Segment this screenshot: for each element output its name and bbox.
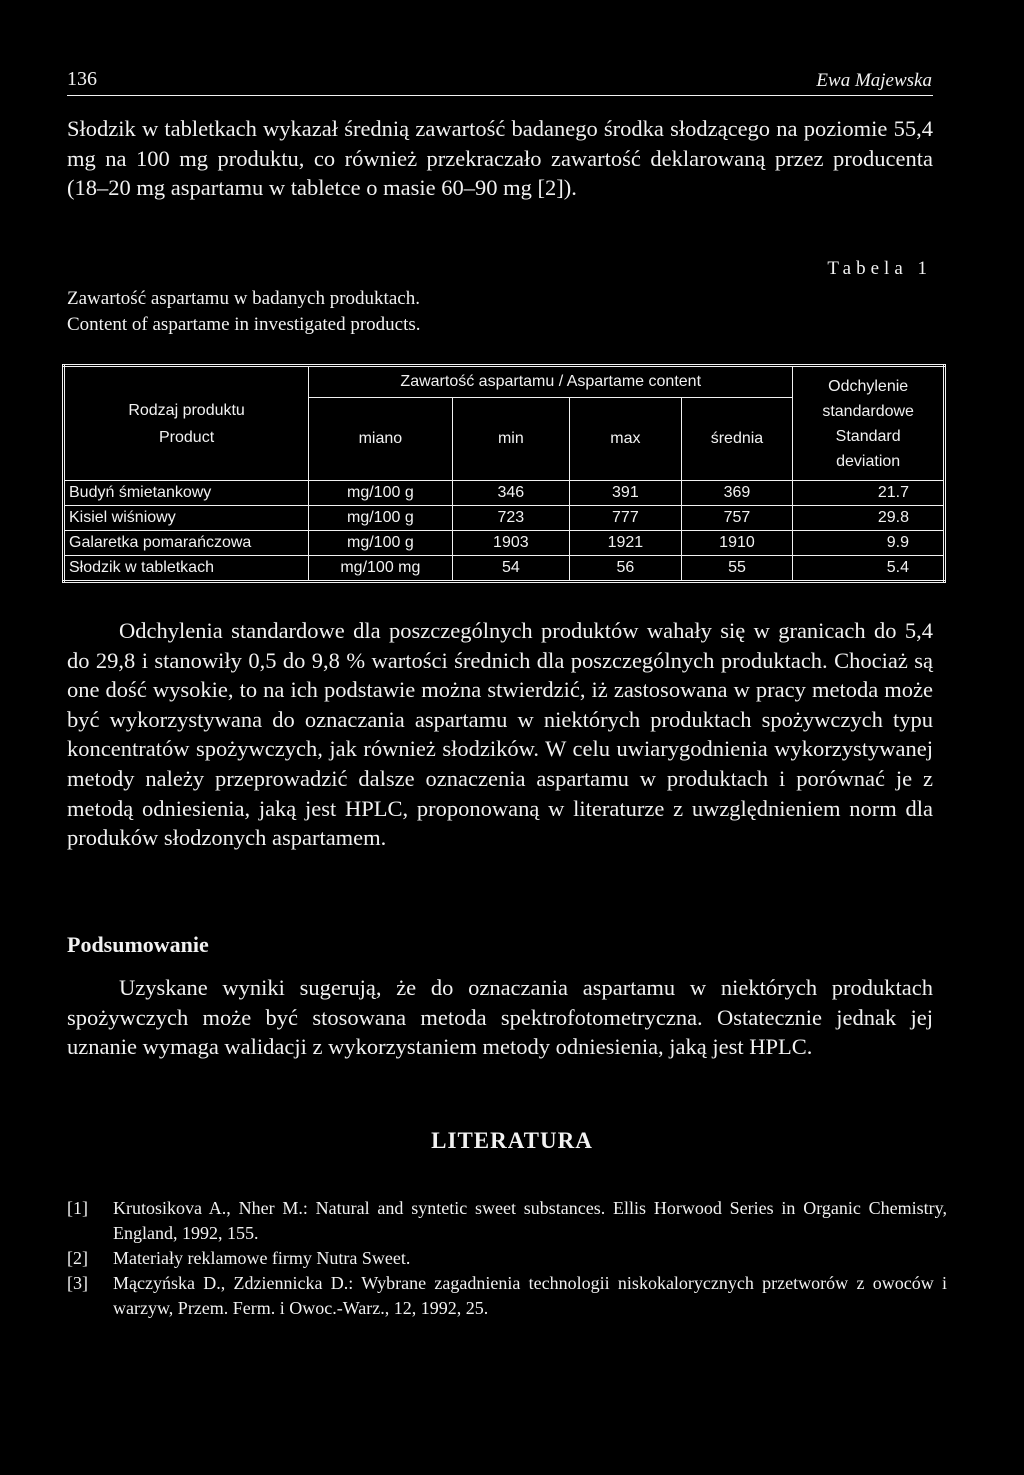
- table-row: [64, 481, 945, 506]
- row-sd: 21.7: [793, 481, 945, 506]
- reference-text: Krutosikova A., Nher M.: Natural and syntetic sweet substances. Ellis Horwood Series in Organic Chemistry, England, 1992, 155.: [113, 1198, 947, 1243]
- row-unit: mg/100 g: [309, 531, 452, 556]
- row-mean: 55: [681, 556, 793, 582]
- table-row: [64, 506, 945, 531]
- header-max: max: [570, 398, 682, 481]
- header-content: Zawartość aspartamu / Aspartame content: [309, 366, 793, 398]
- header-unit: miano: [309, 398, 452, 481]
- reference-number: [2]: [67, 1248, 88, 1268]
- header-min: min: [452, 398, 570, 481]
- header-sd-line2: standardowe: [822, 402, 914, 420]
- row-mean: 369: [681, 481, 793, 506]
- row-min: 54: [452, 556, 570, 582]
- running-head-author: Ewa Majewska: [816, 70, 932, 91]
- table-label: Tabela 1: [827, 258, 932, 279]
- row-mean: 1910: [681, 531, 793, 556]
- row-product: Galaretka pomarańczowa: [64, 531, 309, 556]
- row-unit: mg/100 mg: [309, 556, 452, 582]
- row-max: 777: [570, 506, 682, 531]
- literature-heading: LITERATURA: [431, 1128, 593, 1153]
- reference-item: [67, 1271, 947, 1321]
- row-sd: 5.4: [793, 556, 945, 582]
- paragraph-summary: Uzyskane wyniki sugerują, że do oznaczania aspartamu w niektórych produktach spożywczych może być stosowana metoda spektrofotometryczna. Ostatecznie jednak jej uznanie wymaga walidacji z wykorzystaniem metody odniesienia, jaką jest HPLC.: [67, 975, 933, 1060]
- header-product-en: Product: [159, 428, 215, 446]
- row-sd: 9.9: [793, 531, 945, 556]
- header-product: [64, 366, 309, 481]
- reference-list: [67, 1196, 947, 1321]
- row-unit: mg/100 g: [309, 481, 452, 506]
- row-max: 56: [570, 556, 682, 582]
- row-sd: 29.8: [793, 506, 945, 531]
- paragraph-intro: Słodzik w tabletkach wykazał średnią zawartość badanego środka słodzącego na poziomie 55,4 mg na 100 mg produktu, co również przekraczało zawartość deklarowaną przez producenta (18–20 mg aspartamu w tabletce o masie 60–90 mg [2]).: [67, 116, 933, 201]
- reference-item: [67, 1196, 947, 1246]
- table-caption-en: Content of aspartame in investigated products.: [67, 314, 421, 335]
- section-heading-summary: Podsumowanie: [67, 932, 209, 957]
- paragraph-discussion: Odchylenia standardowe dla poszczególnych produktów wahały się w granicach do 5,4 do 29,8 i stanowiły 0,5 do 9,8 % wartości średnich dla poszczególnych produktach. Chociaż są one dość wysokie, to na ich podstawie można stwierdzić, iż zastosowana w pracy metoda może być wykorzystywana do oznaczania aspartamu w niektórych produktach spożywczych typu koncentratów spożywczych, jak również słodzików. W celu uwiarygodnienia wykorzystywanej metody należy przeprowadzić dalsze oznaczenia aspartamu w produktach i porównać je z metodą odniesienia, jaką jest HPLC, proponowaną w literaturze z uwzględnieniem norm dla produków słodzonych aspartamem.: [67, 618, 933, 851]
- row-min: 1903: [452, 531, 570, 556]
- reference-number: [1]: [67, 1198, 88, 1218]
- reference-text: Materiały reklamowe firmy Nutra Sweet.: [113, 1248, 411, 1268]
- header-sd: [793, 366, 945, 481]
- header-sd-line4: deviation: [836, 452, 901, 470]
- row-max: 391: [570, 481, 682, 506]
- row-unit: mg/100 g: [309, 506, 452, 531]
- row-min: 723: [452, 506, 570, 531]
- row-product: Kisiel wiśniowy: [64, 506, 309, 531]
- row-product: Budyń śmietankowy: [64, 481, 309, 506]
- table-row: [64, 556, 945, 582]
- header-mean: średnia: [681, 398, 793, 481]
- table-row: [64, 531, 945, 556]
- header-product-pl: Rodzaj produktu: [128, 401, 245, 419]
- row-product: Słodzik w tabletkach: [64, 556, 309, 582]
- row-mean: 757: [681, 506, 793, 531]
- reference-text: Mączyńska D., Zdziennicka D.: Wybrane zagadnienia technologii niskokalorycznych przetworów z owoców i warzyw, Przem. Ferm. i Owoc.-Warz., 12, 1992, 25.: [113, 1273, 947, 1318]
- header-rule: [67, 95, 933, 96]
- row-max: 1921: [570, 531, 682, 556]
- table-caption-pl: Zawartość aspartamu w badanych produktach.: [67, 288, 420, 309]
- aspartame-table: [62, 364, 946, 583]
- row-min: 346: [452, 481, 570, 506]
- header-sd-line3: Standard: [835, 427, 901, 445]
- reference-item: [67, 1246, 947, 1271]
- reference-number: [3]: [67, 1273, 88, 1293]
- header-sd-line1: Odchylenie: [828, 377, 909, 395]
- page-number: 136: [67, 68, 97, 90]
